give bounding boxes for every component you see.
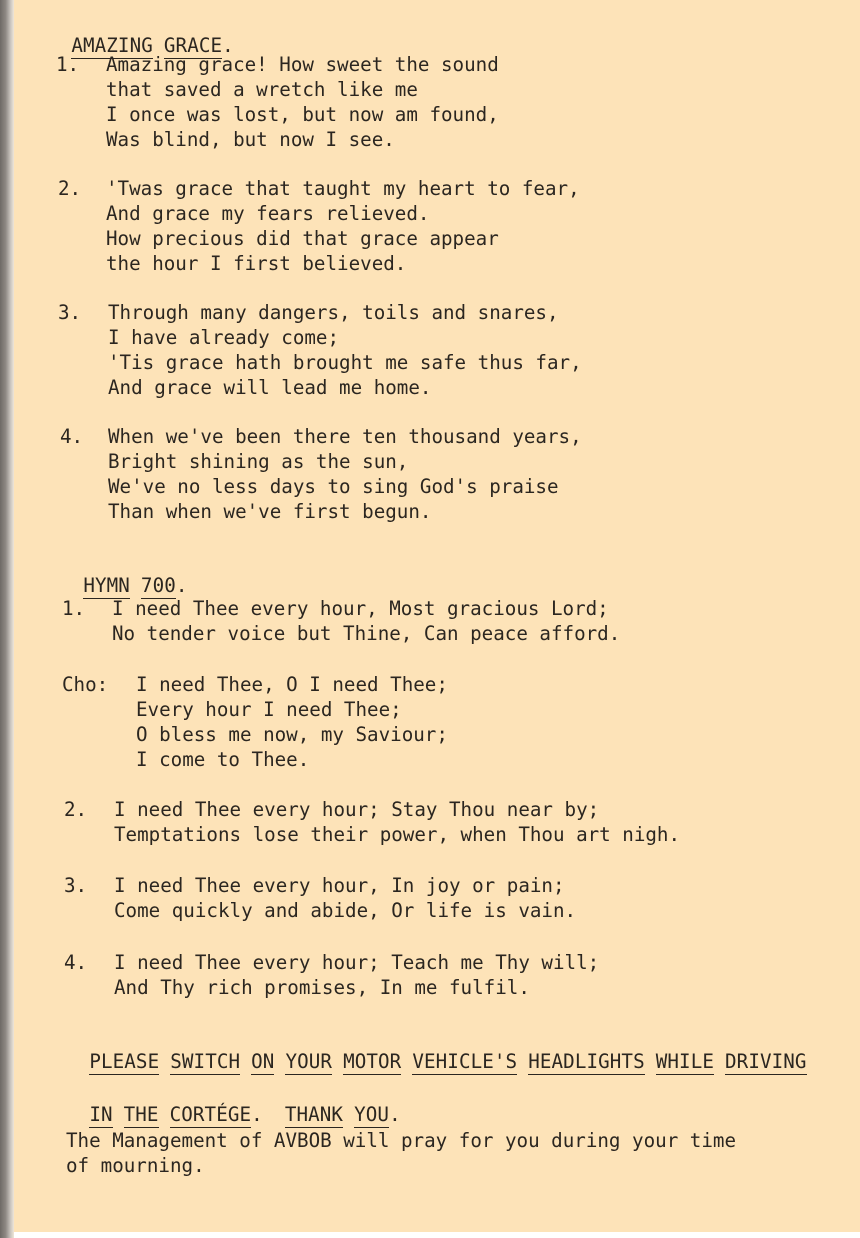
- thank-you: THANK: [284, 1103, 344, 1126]
- verse-line: Amazing grace! How sweet the sound: [106, 53, 499, 76]
- verse-number: 1.: [62, 597, 86, 620]
- verse-line: Than when we've first begun.: [108, 500, 432, 523]
- verse-number: 4.: [60, 425, 84, 448]
- scan-left-edge: [0, 0, 14, 1238]
- verse-line: 'Twas grace that taught my heart to fear,: [106, 177, 580, 200]
- verse-line: When we've been there ten thousand years,: [108, 425, 582, 448]
- verse-line: No tender voice but Thine, Can peace afford.: [112, 622, 621, 645]
- verse-line: I once was lost, but now am found,: [106, 103, 499, 126]
- title-word: 700: [140, 574, 176, 597]
- verse-line: How precious did that grace appear: [106, 227, 499, 250]
- verse-line: We've no less days to sing God's praise: [108, 475, 559, 498]
- verse-line: And grace will lead me home.: [108, 376, 432, 399]
- management-footer: [66, 1128, 736, 1178]
- chorus-line: Every hour I need Thee;: [136, 698, 402, 721]
- verse-line: And grace my fears relieved.: [106, 202, 430, 225]
- title-word: HYMN: [83, 574, 130, 597]
- verse-line: 'Tis grace hath brought me safe thus far,: [108, 351, 582, 374]
- verse-line: Was blind, but now I see.: [106, 128, 395, 151]
- title-word: AMAZING: [71, 34, 153, 57]
- verse-line: Bright shining as the sun,: [108, 450, 409, 473]
- headlights-notice-line-1: PLEASE SWITCH ON YOUR MOTOR VEHICLE'S HEADLIGHTS WHILE DRIVING: [89, 1050, 807, 1073]
- verse-line: I have already come;: [108, 326, 340, 349]
- verse-number: 4.: [64, 951, 88, 974]
- verse-number: 3.: [58, 301, 82, 324]
- chorus-line: O bless me now, my Saviour;: [136, 723, 448, 746]
- verse-line: And Thy rich promises, In me fulfil.: [114, 976, 530, 999]
- title-word: GRACE: [163, 34, 223, 57]
- verse-line: I need Thee every hour; Stay Thou near by;: [114, 798, 600, 821]
- verse-number: 1.: [56, 53, 80, 76]
- scan-bottom-edge: [14, 1232, 860, 1238]
- footer-line: of mourning.: [66, 1154, 205, 1177]
- verse-line: Temptations lose their power, when Thou art nigh.: [114, 823, 681, 846]
- verse-line: Come quickly and abide, Or life is vain.: [114, 899, 577, 922]
- verse-number: 3.: [64, 874, 88, 897]
- chorus-line: I need Thee, O I need Thee;: [136, 673, 448, 696]
- verse-line: the hour I first believed.: [106, 252, 407, 275]
- verse-line: I need Thee every hour, Most gracious Lord;: [112, 597, 609, 620]
- verse-number: 2.: [64, 798, 88, 821]
- verse-line: Through many dangers, toils and snares,: [108, 301, 559, 324]
- footer-line: The Management of AVBOB will pray for you during your time: [66, 1129, 737, 1152]
- amazing-grace-title: AMAZING GRACE.: [71, 34, 234, 57]
- verse-line: I need Thee every hour; Teach me Thy will;: [114, 951, 600, 974]
- verse-line: I need Thee every hour, In joy or pain;: [114, 874, 565, 897]
- verse-number: 2.: [58, 177, 82, 200]
- verse-line: that saved a wretch like me: [106, 78, 418, 101]
- chorus-label: Cho:: [62, 673, 109, 696]
- chorus-line: I come to Thee.: [136, 748, 310, 771]
- headlights-notice-line-2: IN THE CORTÉGE. THANK YOU.: [89, 1103, 401, 1126]
- hymn-700-title: HYMN 700.: [83, 574, 188, 597]
